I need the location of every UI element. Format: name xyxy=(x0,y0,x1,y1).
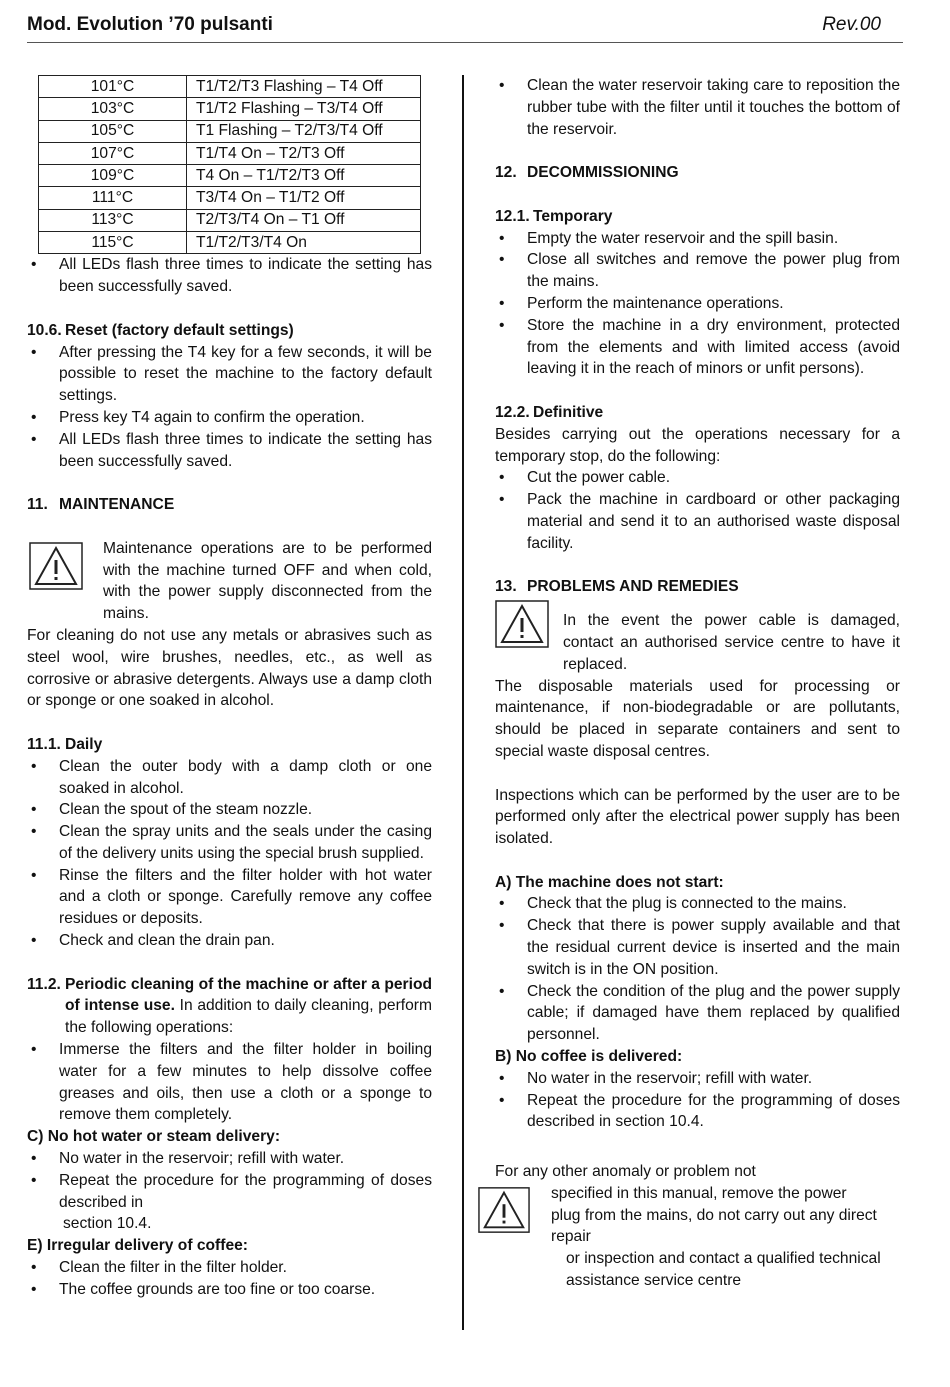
led-state-cell: T1/T2 Flashing – T3/T4 Off xyxy=(187,98,421,120)
list-item: • Store the machine in a dry environment, protected from the elements and with limited access (avoid leaving it in the reach of minors or unfit persons). xyxy=(495,315,900,380)
table-row xyxy=(39,142,421,164)
list-item: • The coffee grounds are too fine or too coarse. xyxy=(27,1279,432,1301)
other-anomaly-paragraph xyxy=(495,1161,900,1292)
other-line-2: specified in this manual, remove the power xyxy=(551,1184,847,1202)
cleaning-paragraph: For cleaning do not use any metals or abrasives such as steel wool, wire brushes, needles, etc., as well as corrosive or abrasive detergents. Always use a damp cloth or sponge or one soaked in alcohol. xyxy=(27,626,432,710)
list-item: • No water in the reservoir; refill with water. xyxy=(27,1148,432,1170)
led-state-cell: T1/T2/T3/T4 On xyxy=(187,232,421,254)
page-header xyxy=(27,14,903,43)
maintenance-warning xyxy=(27,538,432,625)
table-row xyxy=(39,165,421,187)
temperature-cell: 107°C xyxy=(39,142,187,164)
disposable-paragraph: The disposable materials used for processing or maintenance, if non-biodegradable or are pollutants, should be placed in separate containers and sent to special waste disposal centres. xyxy=(495,677,900,760)
list-item: • Rinse the filters and the filter holder with hot water and a cloth or sponge. Carefully remove any coffee residues or deposits. xyxy=(27,865,432,930)
led-state-cell: T1/T2/T3 Flashing – T4 Off xyxy=(187,76,421,98)
list-item: • Empty the water reservoir and the spill basin. xyxy=(495,228,900,250)
section-heading-11: 11. MAINTENANCE xyxy=(27,496,175,514)
heading-a: A) The machine does not start: xyxy=(495,873,724,891)
list-item: • Immerse the filters and the filter holder in boiling water for a few minutes to help dissolve coffee greases and oils, then use a cloth or a sponge to remove them completely. xyxy=(27,1039,432,1126)
list-item: • All LEDs flash three times to indicate the setting has been successfully saved. xyxy=(27,429,432,473)
section-heading-12: 12. DECOMMISSIONING xyxy=(495,164,679,182)
heading-c: C) No hot water or steam delivery: xyxy=(27,1128,281,1146)
other-line-4: repair xyxy=(551,1228,591,1246)
other-line-5: or inspection and contact a qualified technical xyxy=(566,1250,881,1268)
section-heading-10-6: 10.6. Reset (factory default settings) xyxy=(27,321,294,339)
other-line-6: assistance service centre xyxy=(566,1272,742,1290)
temperature-cell: 105°C xyxy=(39,120,187,142)
temperature-cell: 103°C xyxy=(39,98,187,120)
temperature-cell: 113°C xyxy=(39,209,187,231)
section-heading-12-2: 12.2. Definitive xyxy=(495,403,604,421)
warning-icon xyxy=(495,600,549,648)
definitive-paragraph: Besides carrying out the operations necessary for a temporary stop, do the following: xyxy=(495,425,900,465)
list-item: • All LEDs flash three times to indicate the setting has been successfully saved. xyxy=(27,254,432,298)
table-row xyxy=(39,76,421,98)
left-column xyxy=(27,75,432,1301)
other-line-1: For any other anomaly or problem not xyxy=(495,1163,756,1181)
list-item: • Press key T4 again to confirm the operation. xyxy=(27,407,432,429)
list-item: • Repeat the procedure for the programming of doses described in section 10.4. xyxy=(495,1090,900,1134)
temperature-table xyxy=(38,75,421,254)
list-item: • Clean the spout of the steam nozzle. xyxy=(27,799,432,821)
inspections-paragraph: Inspections which can be performed by the user are to be performed only after the electrical power supply has been isolated. xyxy=(495,786,900,848)
table-row xyxy=(39,209,421,231)
table-row xyxy=(39,120,421,142)
led-state-cell: T1 Flashing – T2/T3/T4 Off xyxy=(187,120,421,142)
heading-e: E) Irregular delivery of coffee: xyxy=(27,1237,248,1255)
section-heading-13: 13. PROBLEMS AND REMEDIES xyxy=(495,578,739,596)
table-row xyxy=(39,232,421,254)
list-item: • Clean the spray units and the seals under the casing of the delivery units using the special brush supplied. xyxy=(27,821,432,865)
list-item: • Clean the water reservoir taking care to reposition the rubber tube with the filter until it touches the bottom of the reservoir. xyxy=(495,75,900,140)
warning-icon xyxy=(29,542,83,590)
section-11-2: 11.2. Periodic cleaning of the machine or after a period of intense use. In addition to daily cleaning, perform the following operations: xyxy=(27,975,432,1037)
temperature-cell: 115°C xyxy=(39,232,187,254)
column-divider xyxy=(462,75,464,1330)
section-heading-12-1: 12.1. Temporary xyxy=(495,207,613,225)
list-item: • Clean the outer body with a damp cloth or one soaked in alcohol. xyxy=(27,756,432,800)
temperature-cell: 101°C xyxy=(39,76,187,98)
right-column xyxy=(495,75,900,1292)
warning-text: In the event the power cable is damaged, contact an authorised service centre to have it replaced. xyxy=(563,612,900,673)
warning-icon xyxy=(478,1186,530,1234)
list-item: • No water in the reservoir; refill with water. xyxy=(495,1068,900,1090)
led-state-cell: T2/T3/T4 On – T1 Off xyxy=(187,209,421,231)
list-item: • Cut the power cable. xyxy=(495,467,900,489)
list-item: • Perform the maintenance operations. xyxy=(495,293,900,315)
table-row xyxy=(39,187,421,209)
revision-label: Rev.00 xyxy=(822,14,881,35)
list-item: • Check that the plug is connected to the mains. xyxy=(495,893,900,915)
section-heading-11-2: Periodic cleaning of the machine or after a period of intense use. xyxy=(65,975,432,1015)
list-item: • After pressing the T4 key for a few seconds, it will be possible to reset the machine to the factory default settings. xyxy=(27,342,432,407)
section-ref: section 10.4. xyxy=(63,1215,152,1233)
table-row xyxy=(39,98,421,120)
list-item: • Close all switches and remove the power plug from the mains. xyxy=(495,249,900,293)
led-state-cell: T4 On – T1/T2/T3 Off xyxy=(187,165,421,187)
temperature-cell: 109°C xyxy=(39,165,187,187)
led-state-cell: T1/T4 On – T2/T3 Off xyxy=(187,142,421,164)
list-item: • Check and clean the drain pan. xyxy=(27,930,432,952)
temperature-cell: 111°C xyxy=(39,187,187,209)
list-item: • Check that there is power supply available and that the residual current device is inserted and the main switch is in the ON position. xyxy=(495,915,900,980)
document-title: Mod. Evolution ’70 pulsanti xyxy=(27,14,273,35)
list-item: • Pack the machine in cardboard or other packaging material and send it to an authorised waste disposal facility. xyxy=(495,489,900,554)
other-line-3: plug from the mains, do not carry out any direct xyxy=(551,1206,877,1224)
list-item: • Clean the filter in the filter holder. xyxy=(27,1257,432,1279)
section-heading-11-1: 11.1. Daily xyxy=(27,735,103,753)
power-cable-warning xyxy=(495,600,900,675)
heading-b: B) No coffee is delivered: xyxy=(495,1048,683,1066)
led-state-cell: T3/T4 On – T1/T2 Off xyxy=(187,187,421,209)
warning-text: Maintenance operations are to be performed with the machine turned OFF and when cold, with the power supply disconnected from the mains. xyxy=(103,539,432,623)
list-item: • Repeat the procedure for the programming of doses described in xyxy=(27,1170,432,1214)
list-item: • Check the condition of the plug and the power supply cable; if damaged have them replaced by qualified personnel. xyxy=(495,981,900,1046)
